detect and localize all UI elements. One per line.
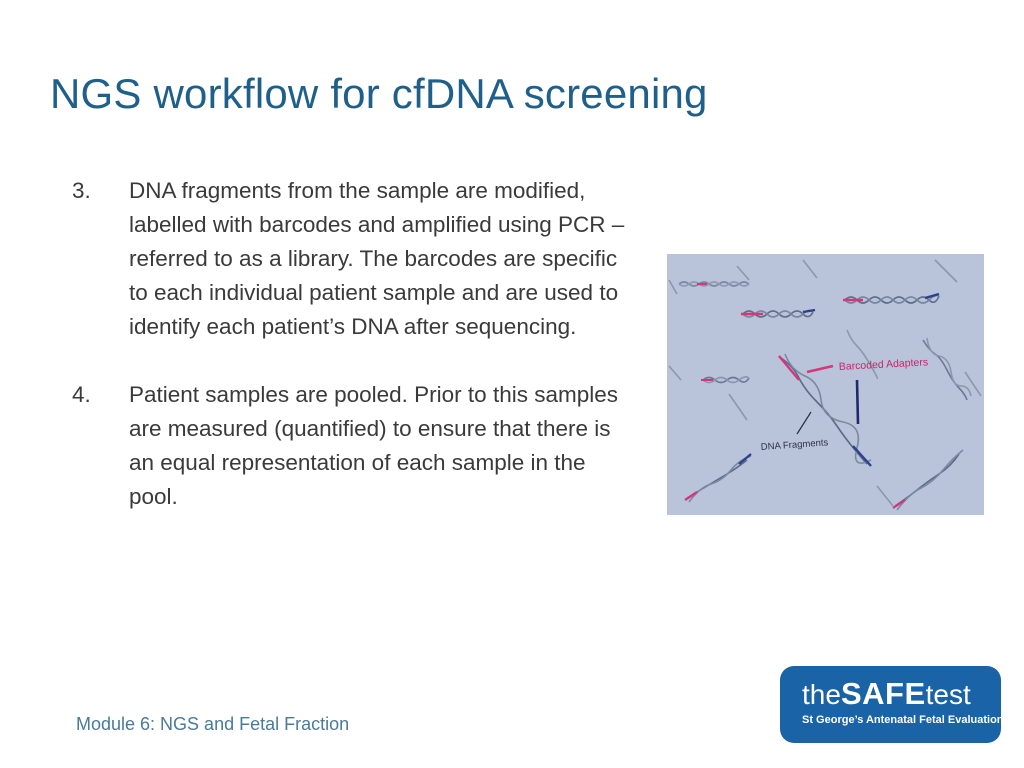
item-text: DNA fragments from the sample are modified, labelled with barcodes and amplified using PCR – referred to as a library. The barcodes are specific to each individual patient sample and are used to identify each patient’s DNA after sequencing. <box>129 178 625 339</box>
item-number: 3. <box>72 178 91 203</box>
item-text: Patient samples are pooled. Prior to this samples are measured (quantified) to ensure that there is an equal representation of each sample in the pool. <box>129 382 618 509</box>
fragment-label: DNA Fragments <box>760 437 829 453</box>
list-item <box>72 174 632 344</box>
logo-wordmark <box>802 674 1001 714</box>
dna-strand <box>729 394 747 420</box>
item-number: 4. <box>72 382 91 407</box>
adapter-segment <box>779 356 799 380</box>
dna-strand <box>669 366 681 380</box>
logo-safe: SAFE <box>840 676 926 711</box>
dna-strand <box>877 486 893 506</box>
logo-test: test <box>925 679 971 710</box>
adapter-label: Barcoded Adapters <box>838 356 929 373</box>
logo-the: the <box>802 679 841 710</box>
dna-library-figure <box>667 254 984 515</box>
dna-library-illustration <box>667 254 984 515</box>
item-list <box>72 174 632 548</box>
safe-test-logo <box>780 666 1004 743</box>
dna-strand <box>965 372 981 396</box>
footer-module: Module 6: NGS and Fetal Fraction <box>76 714 350 734</box>
dna-strand <box>935 260 957 282</box>
logo-tagline: St George’s Antenatal Fetal Evaluation <box>802 714 1004 726</box>
dna-strand <box>737 266 749 280</box>
dna-strand <box>669 280 677 294</box>
list-item <box>72 378 632 514</box>
fragment-pointer <box>797 412 811 434</box>
slide-title: NGS workflow for cfDNA screening <box>50 70 708 117</box>
dna-strand <box>803 260 817 278</box>
dna-strand <box>927 338 971 396</box>
adapter-pointer <box>807 366 833 372</box>
adapter-pointer <box>857 380 858 424</box>
